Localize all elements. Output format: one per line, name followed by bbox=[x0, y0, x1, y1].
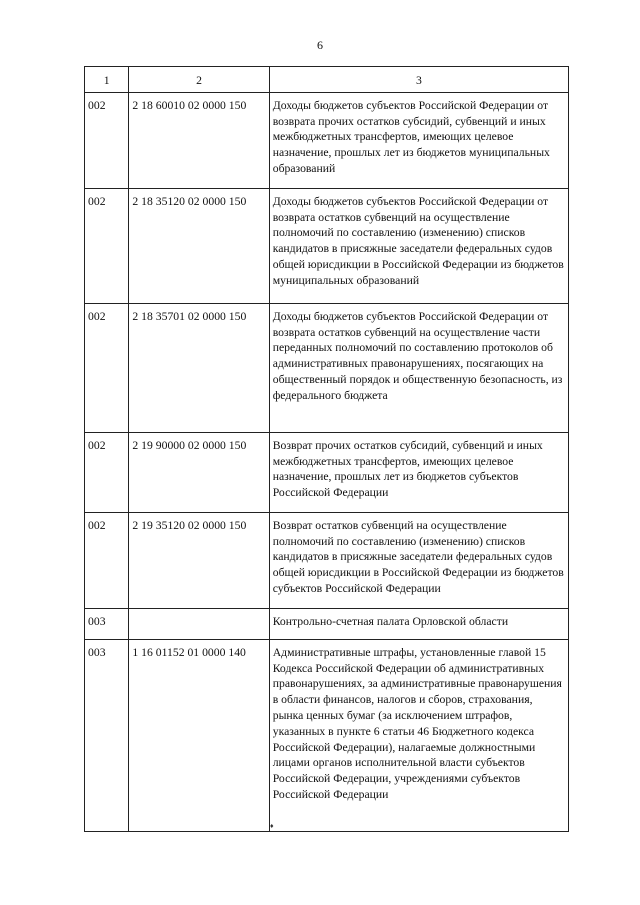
budget-code-cell bbox=[129, 608, 269, 639]
budget-code-cell: 2 19 90000 02 0000 150 bbox=[129, 432, 269, 512]
revenue-codes-table bbox=[84, 66, 569, 832]
admin-code-cell: 002 bbox=[85, 92, 129, 188]
table-row bbox=[85, 432, 569, 512]
header-cell-3: 3 bbox=[269, 67, 568, 93]
description-cell: Контрольно-счетная палата Орловской области bbox=[269, 608, 568, 639]
table-row bbox=[85, 303, 569, 432]
description-cell: Возврат остатков субвенций на осуществление полномочий по составлению (изменению) списков кандидатов в присяжные заседатели федеральных судов общей юрисдикции в Российской Федерации из бюджетов субъектов Российской Федерации bbox=[269, 512, 568, 608]
admin-code-cell: 003 bbox=[85, 608, 129, 639]
admin-code-cell: 002 bbox=[85, 303, 129, 432]
table-row bbox=[85, 512, 569, 608]
page-number: 6 bbox=[317, 38, 323, 52]
description-cell: Административные штрафы, установленные главой 15 Кодекса Российской Федерации об административных правонарушениях, за административные правонарушения в области финансов, налогов и сборов, страхования, рынка ценных бумаг (за исключением штрафов, указанных в пункте 6 статьи 46 Бюджетного кодекса Российской Федерации), налагаемые должностными лицами органов исполнительной власти субъектов Российской Федерации, учреждениями субъектов Российской Федерации bbox=[269, 639, 568, 831]
budget-code-cell: 1 16 01152 01 0000 140 bbox=[129, 639, 269, 831]
header-cell-2: 2 bbox=[129, 67, 269, 93]
budget-code-cell: 2 18 35120 02 0000 150 bbox=[129, 188, 269, 303]
table-header-row bbox=[85, 67, 569, 93]
table-row bbox=[85, 639, 569, 831]
budget-code-cell: 2 18 60010 02 0000 150 bbox=[129, 92, 269, 188]
header-cell-1: 1 bbox=[85, 67, 129, 93]
table-row bbox=[85, 608, 569, 639]
admin-code-cell: 002 bbox=[85, 432, 129, 512]
budget-code-cell: 2 18 35701 02 0000 150 bbox=[129, 303, 269, 432]
table-row bbox=[85, 92, 569, 188]
description-cell: Доходы бюджетов субъектов Российской Федерации от возврата прочих остатков субсидий, субвенций и иных межбюджетных трансфертов, имеющих целевое назначение, прошлых лет из бюджетов муниципальных образований bbox=[269, 92, 568, 188]
budget-code-cell: 2 19 35120 02 0000 150 bbox=[129, 512, 269, 608]
table-row bbox=[85, 188, 569, 303]
admin-code-cell: 003 bbox=[85, 639, 129, 831]
description-cell: Доходы бюджетов субъектов Российской Федерации от возврата остатков субвенций на осуществление полномочий по составлению (изменению) списков кандидатов в присяжные заседатели федеральных судов общей юрисдикции в Российской Федерации из бюджетов муниципальных образований bbox=[269, 188, 568, 303]
stray-ink-mark: ♦ bbox=[270, 822, 274, 830]
admin-code-cell: 002 bbox=[85, 512, 129, 608]
description-cell: Доходы бюджетов субъектов Российской Федерации от возврата остатков субвенций на осуществление части переданных полномочий по составлению протоколов об административных правонарушениях, посягающих на общественный порядок и общественную безопасность, из федерального бюджета bbox=[269, 303, 568, 432]
description-cell: Возврат прочих остатков субсидий, субвенций и иных межбюджетных трансфертов, имеющих целевое назначение, прошлых лет из бюджетов субъектов Российской Федерации bbox=[269, 432, 568, 512]
admin-code-cell: 002 bbox=[85, 188, 129, 303]
